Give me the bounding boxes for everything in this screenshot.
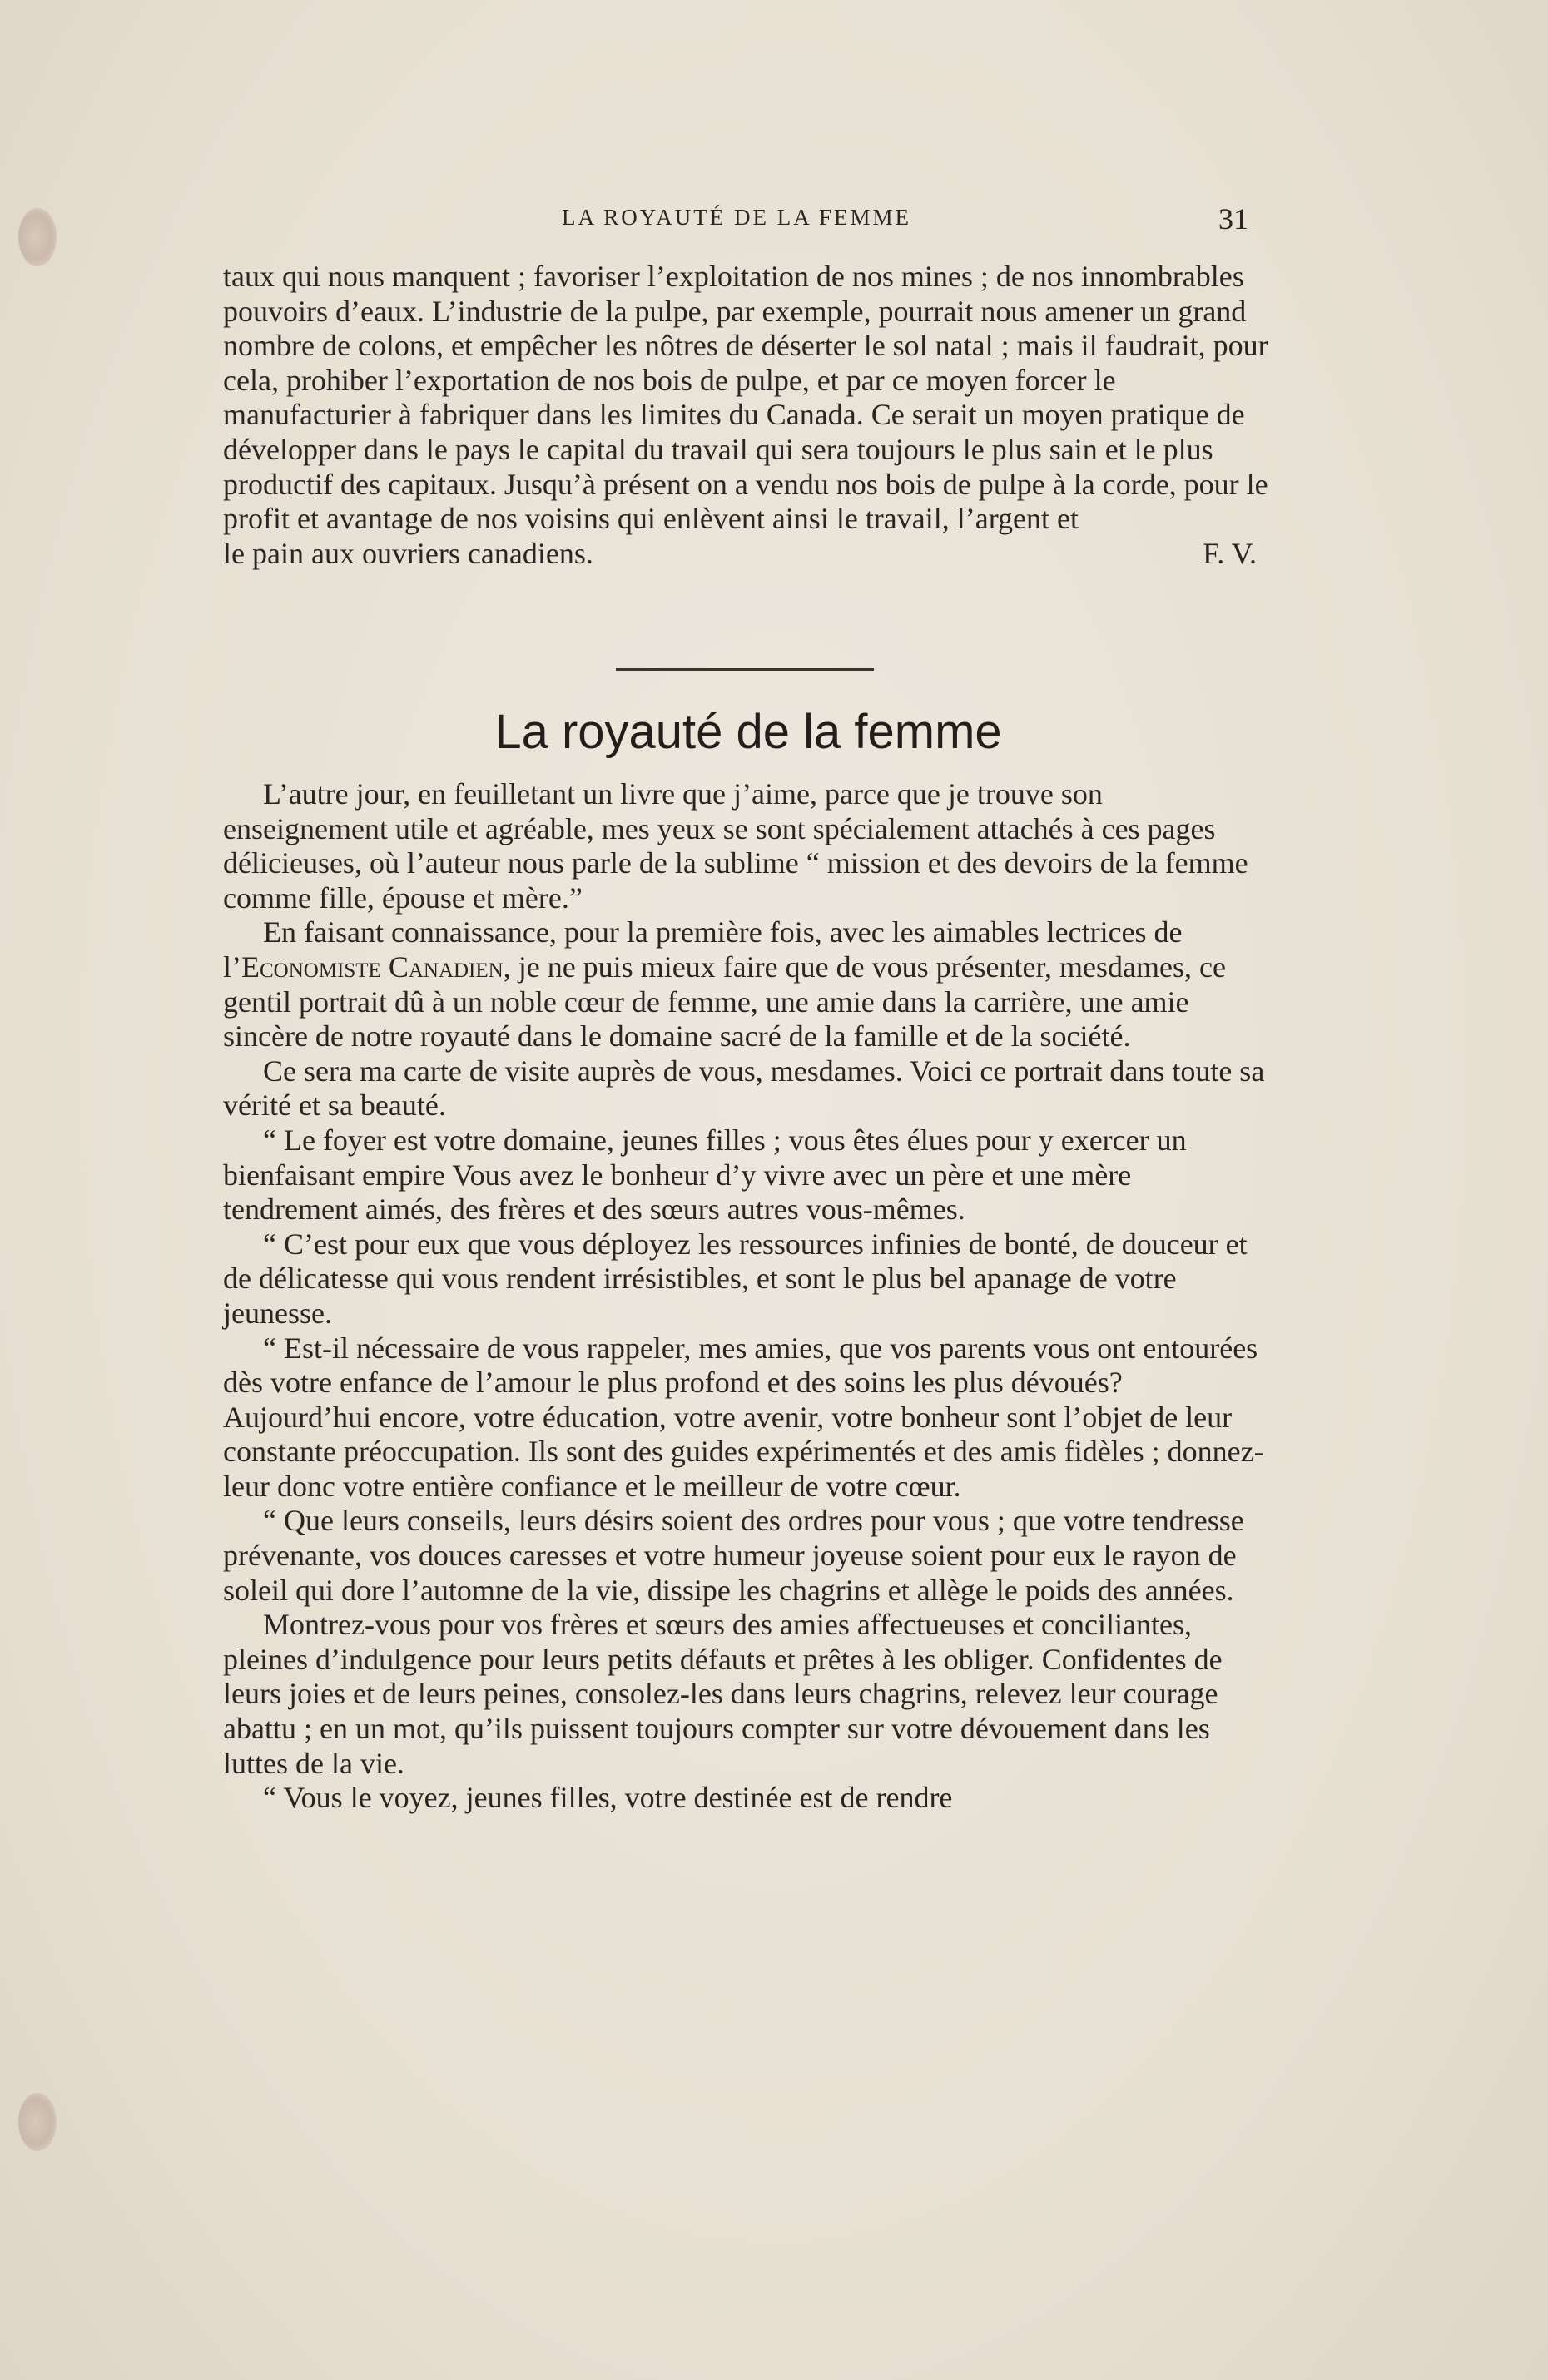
closing-text: le pain aux ouvriers canadiens. — [223, 536, 593, 570]
section-divider — [616, 668, 874, 671]
previous-article-ending — [223, 260, 1273, 571]
page-number: 31 — [1218, 202, 1248, 236]
running-title: LA ROYAUTÉ DE LA FEMME — [561, 205, 911, 230]
paragraph-9: “ Vous le voyez, jeunes filles, votre destinée est de rendre — [263, 1781, 953, 1815]
publication-name: Economiste Canadien — [241, 950, 504, 984]
paragraph-2-start: En faisant connaissance, pour la première fois, avec les aimables lectrices de l’ — [223, 915, 1183, 984]
paragraph-2 — [223, 915, 1273, 1054]
paragraph-7: “ Que leurs conseils, leurs désirs soient des ordres pour vous ; que votre tendresse prévenante, vos douces caresses et votre humeur joyeuse soient pour eux le rayon de soleil qui dore l’automne de la vie, dissipe les chagrins et allège le poids des années. — [223, 1504, 1244, 1607]
previous-article-text: taux qui nous manquent ; favoriser l’exploitation de nos mines ; de nos innombrables pouvoirs d’eaux. L’industrie de la pulpe, par exemple, pourrait nous amener un grand nombre de colons, et empêcher les nôtres de déserter le sol natal ; mais il faudrait, pour cela, prohiber l’exportation de nos bois de pulpe, et par ce moyen forcer le manufacturier à fabriquer dans les limites du Canada. Ce serait un moyen pratique de développer dans le pays le capital du travail qui sera toujours le plus sain et le plus productif des capitaux. Jusqu’à présent on a vendu nos bois de pulpe à la corde, pour le profit et avantage de nos voisins qui enlèvent ainsi le travail, l’argent et — [223, 260, 1268, 536]
article-body — [223, 777, 1273, 1816]
running-head — [225, 201, 1248, 235]
binding-hole-top — [18, 208, 57, 266]
paragraph-3: Ce sera ma carte de visite auprès de vous, mesdames. Voici ce portrait dans toute sa vérité et sa beauté. — [223, 1054, 1265, 1123]
closing-line — [223, 537, 1273, 572]
article-title: La royauté de la femme — [494, 705, 1002, 759]
paragraph-5: “ C’est pour eux que vous déployez les ressources infinies de bonté, de douceur et de délicatesse qui vous rendent irrésistibles, et sont le plus bel apanage de votre jeunesse. — [223, 1227, 1248, 1330]
author-signature: F. V. — [1203, 536, 1257, 570]
paragraph-1: L’autre jour, en feuilletant un livre que j’aime, parce que je trouve son enseignement utile et agréable, mes yeux se sont spécialement attachés à ces pages délicieuses, où l’auteur nous parle de la sublime “ mission et des devoirs de la femme comme fille, épouse et mère.” — [223, 777, 1248, 915]
paragraph-8: Montrez-vous pour vos frères et sœurs des amies affectueuses et conciliantes, pleines d’indulgence pour leurs petits défauts et prêtes à les obliger. Confidentes de leurs joies et de leurs peines, consolez-les dans leurs chagrins, relevez leur courage abattu ; en un mot, qu’ils puissent toujours compter sur votre dévouement dans les luttes de la vie. — [223, 1608, 1223, 1780]
paragraph-6: “ Est-il nécessaire de vous rappeler, mes amies, que vos parents vous ont entourées dès votre enfance de l’amour le plus profond et des soins les plus dévoués? Aujourd’hui encore, votre éducation, votre avenir, votre bonheur sont l’objet de leur constante préoccupation. Ils sont des guides expérimentés et des amis fidèles ; donnez-leur donc votre entière confiance et le meilleur de votre cœur. — [223, 1331, 1264, 1503]
paragraph-4: “ Le foyer est votre domaine, jeunes filles ; vous êtes élues pour y exercer un bienfaisant empire Vous avez le bonheur d’y vivre avec un père et une mère tendrement aimés, des frères et des sœurs autres vous-mêmes. — [223, 1123, 1187, 1227]
paragraph-2-end: , je ne puis mieux faire que de vous présenter, mesdames, ce gentil portrait dû à un noble cœur de femme, une amie dans la carrière, une amie sincère de notre royauté dans le domaine sacré de la famille et de la société. — [223, 950, 1226, 1054]
binding-hole-bottom — [18, 2093, 57, 2151]
